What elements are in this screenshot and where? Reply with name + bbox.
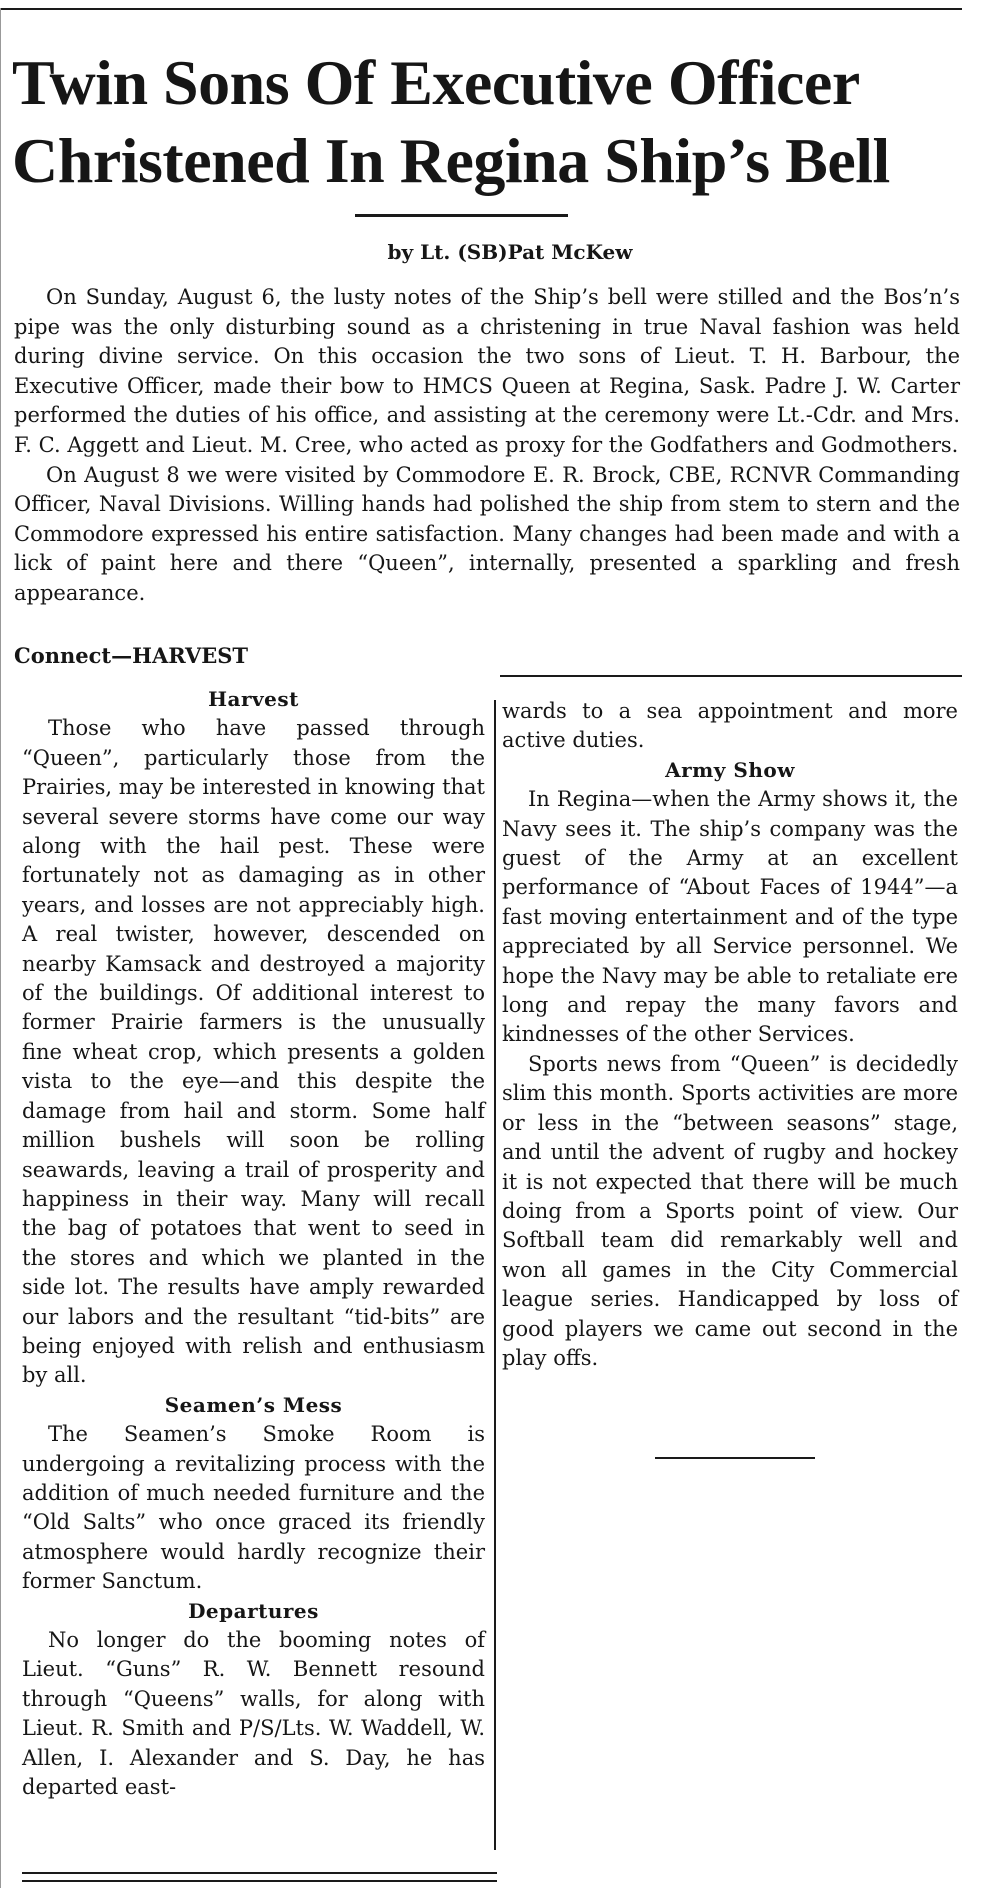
intro-paragraph-2: On August 8 we were visited by Commodore E. R. Brock, CBE, RCNVR Commanding Officer, Naval Divisions. Willing hands had polished the ship from stem to stern and the Commodore expressed his entire satisfaction. Many changes had been made and with a lick of paint here and there “Queen”, internally, presented a sparkling and fresh appearance. [14, 462, 960, 605]
army-show-text: In Regina—when the Army shows it, the Navy sees it. The ship’s company was the guest of the Army at an excellent performance of “About Faces of 1944”—a fast moving entertainment and of the type appreciated by all Service personnel. We hope the Navy may be able to retaliate ere long and repay the many favors and kindnesses of the other Services. [502, 787, 958, 1047]
top-rule [0, 8, 962, 10]
harvest-heading: Harvest [208, 687, 299, 711]
intro-text [14, 283, 960, 609]
departures-text: No longer do the booming notes of Lieut. “Guns” R. W. Bennett resound through “Queens” walls, for along with Lieut. R. Smith and P/S/Lts. W. Waddell, W. Allen, I. Alexander and S. Day, he has departed east- [22, 1628, 485, 1800]
column-divider [494, 700, 496, 1850]
departures-heading: Departures [188, 1598, 319, 1623]
headline-separator [355, 214, 568, 217]
headline [12, 44, 997, 200]
left-column [22, 685, 485, 1802]
bottom-rule-2 [22, 1880, 497, 1882]
connect-label: Connect—HARVEST [14, 643, 249, 668]
connect-rule [500, 675, 962, 677]
byline: by Lt. (SB)Pat McKew [387, 240, 633, 264]
harvest-text: Those who have passed through “Queen”, particularly those from the Prairies, may be interested in knowing that several severe storms have come our way along with the hail pest. These were fortunately not as damaging as in other years, and losses are not appreciably high. A real twister, however, descended on nearby Kamsack and destroyed a majority of the buildings. Of additional interest to former Prairie farmers is the unusually fine wheat crop, which presents a golden vista to the eye—and this despite the damage from hail and storm. Some half million bushels will soon be rolling seawards, leaving a trail of prosperity and happiness in their way. Many will recall the bag of potatoes that went to seed in the stores and which we planted in the side lot. The results have amply rewarded our labors and the resultant “tid-bits” are being enjoyed with relish and enthusiasm by all. [22, 716, 485, 1388]
seamens-mess-heading: Seamen’s Mess [164, 1392, 343, 1417]
army-show-heading: Army Show [665, 757, 795, 782]
departures-continued-text: wards to a sea appointment and more active duties. [502, 699, 958, 753]
intro-paragraph-1: On Sunday, August 6, the lusty notes of the Ship’s bell were stilled and the Bos’n’s pipe was the only disturbing sound as a christening in true Naval fashion was held during divine service. On this occasion the two sons of Lieut. T. H. Barbour, the Executive Officer, made their bow to HMCS Queen at Regina, Sask. Padre J. W. Carter performed the duties of his office, and assisting at the ceremony were Lt.-Cdr. and Mrs. F. C. Aggett and Lieut. M. Cree, who acted as proxy for the Godfathers and Godmothers. [14, 285, 960, 457]
left-border [0, 8, 1, 1888]
right-column [502, 697, 958, 1373]
headline-line-1: Twin Sons Of Executive Officer [12, 47, 860, 118]
headline-line-2: Christened In Regina Ship’s Bell [12, 125, 890, 196]
end-dash [655, 1457, 815, 1459]
sports-text: Sports news from “Queen” is decidedly slim this month. Sports activities are more or less in the “between seasons” stage, and until the advent of rugby and hockey it is not expected that there will be much doing from a Sports point of view. Our Softball team did remarkably well and won all games in the City Commercial league series. Handicapped by loss of good players we came out second in the play offs. [502, 1051, 958, 1370]
seamens-mess-text: The Seamen’s Smoke Room is undergoing a revitalizing process with the addition of much needed furniture and the “Old Salts” who once graced its friendly atmosphere would hardly recognize their former Sanctum. [22, 1422, 485, 1594]
bottom-rule-1 [22, 1872, 497, 1874]
